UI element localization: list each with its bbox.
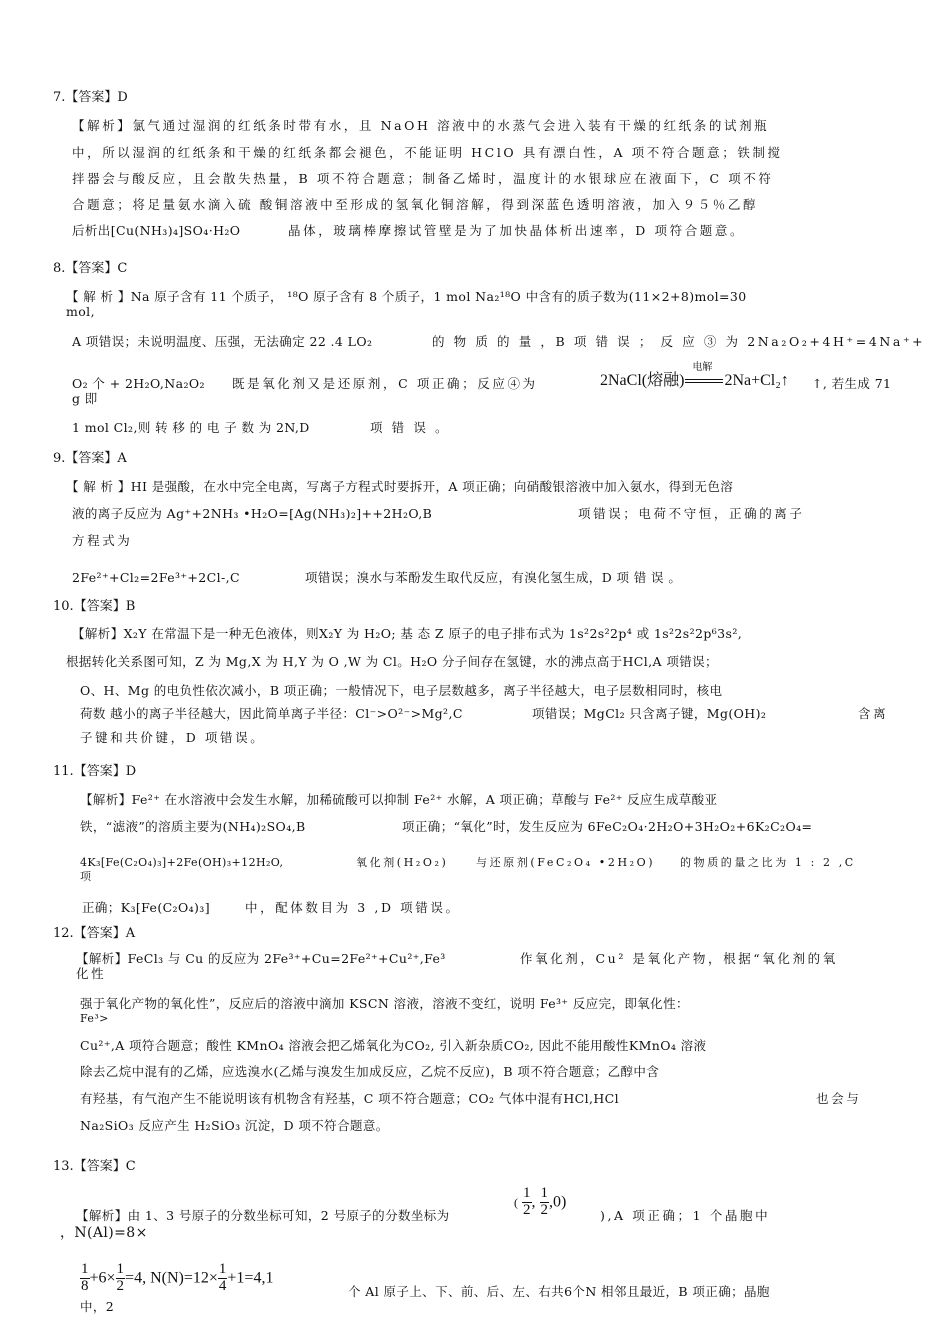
item-9-explanation-line: 方程式为 (72, 533, 133, 548)
item-8-explanation-line: 【 解 析 】Na 原子含有 11 个质子， ¹⁸O 原子含有 8 个质子，1 mol Na₂¹⁸O 中含有的质子数为(11×2+8)mol=30 (66, 289, 747, 304)
item-11-explanation-line: 项正确；“氧化”时，发生反应为 6FeC₂O₄·2H₂O+3H₂O₂+6K₂C₂O₄= (402, 819, 813, 834)
item-7-answer: 7.【答案】D (53, 90, 128, 105)
item-8-explanation-line: 既是氧化剂又是还原剂，C 项正确；反应④为 (232, 376, 538, 391)
item-7-explanation-line: 后析出[Cu(NH₃)₄]SO₄·H₂O (72, 223, 241, 238)
item-12-explanation-line: 有羟基，有气泡产生不能说明该有机物含有羟基，C 项不符合题意；CO₂ 气体中混有HCl,HCl (80, 1091, 620, 1106)
item-11-explanation-line: 与还原剂(FeC₂O₄ •2H₂O) (476, 856, 656, 869)
item-11-explanation-line: 【解析】Fe²⁺ 在水溶液中会发生水解，加稀硫酸可以抑制 Fe²⁺ 水解，A 项正确；草酸与 Fe²⁺ 反应生成草酸亚 (80, 792, 718, 807)
item-10-explanation-line: O、H、Mg 的电负性依次减小，B 项正确；一般情况下，电子层数越多，离子半径越大，电子层数相同时，核电 (80, 683, 723, 698)
item-11-explanation-line: 的物质的量之比为 1 : 2 ,C (680, 856, 856, 869)
item-12-explanation-line: 除去乙烷中混有的乙烯，应选溴水(乙烯与溴发生加成反应，乙烷不反应)，B 项不符合题意；乙醇中含 (80, 1064, 660, 1079)
item-12-explanation-line: Cu²⁺,A 项符合题意；酸性 KMnO₄ 溶液会把乙烯氧化为CO₂, 引入新杂质CO₂, 因此不能用酸性KMnO₄ 溶液 (80, 1038, 707, 1053)
item-12-explanation-line: Na₂SiO₃ 反应产生 H₂SiO₃ 沉淀，D 项不符合题意。 (80, 1118, 389, 1133)
item-12-explanation-line: 化性 (76, 966, 107, 981)
item-11-answer: 11.【答案】D (53, 764, 137, 779)
item-9-explanation-line: 2Fe²⁺+Cl₂=2Fe³⁺+2Cl-,C (72, 570, 240, 585)
item-10-explanation-line: 含离 (858, 706, 889, 721)
item-13-explanation-line: 【解析】由 1、3 号原子的分数坐标可知，2 号原子的分数坐标为 (76, 1208, 450, 1223)
item-12-answer: 12.【答案】A (53, 926, 136, 941)
item-13-explanation-line: 个 Al 原子上、下、前、后、左、右共6个N 相邻且最近，B 项正确；晶胞 (348, 1284, 770, 1299)
item-11-explanation-line: 铁，“滤液”的溶质主要为(NH₄)₂SO₄,B (80, 819, 306, 834)
item-10-explanation-line: 项错误；MgCl₂ 只含离子键，Mg(OH)₂ (532, 706, 767, 721)
item-9-answer: 9.【答案】A (53, 451, 127, 466)
item-11-explanation-line: 氧化剂(H₂O₂) (356, 856, 449, 869)
item-8-answer: 8.【答案】C (53, 261, 128, 276)
item-9-explanation-line: 液的离子反应为 Ag⁺+2NH₃ •H₂O=[Ag(NH₃)₂]++2H₂O,B (72, 506, 433, 521)
item-8-explanation-line: 1 mol Cl₂,则 转 移 的 电 子 数 为 2N,D (72, 420, 310, 435)
item-9-explanation-line: 项错误；电荷不守恒，正确的离子 (578, 506, 805, 521)
item-9-explanation-line: 项错误；溴水与苯酚发生取代反应，有溴化氢生成，D 项 错 误 。 (305, 570, 682, 585)
atom-count-equation: $\frac{1}{8}$ +6× $\frac{1}{2}$ =4, N(N)=12× $\frac{1}{4}$ +1=4,1 (81, 1261, 274, 1294)
item-13-explanation-line: ，N(Al)=8× (60, 1225, 148, 1241)
item-12-explanation-line: 作氧化剂，Cu² 是氧化产物，根据“氧化剂的氧 (520, 951, 838, 966)
item-7-explanation-line: 晶体，玻璃棒摩擦试管壁是为了加快晶体析出速率，D 项符合题意。 (288, 223, 746, 238)
item-11-explanation-line: 正确；K₃[Fe(C₂O₄)₃] (82, 900, 210, 915)
item-8-explanation-line: g 即 (72, 391, 98, 406)
item-7-explanation-line: 中，所以湿润的红纸条和干燥的红纸条都会褪色，不能证明 HClO 具有漂白性，A 项不符合题意；铁制搅 (72, 145, 783, 160)
item-11-explanation-line: 中，配体数目为 3 ,D 项错误。 (245, 900, 461, 915)
item-10-explanation-line: 子键和共价键，D 项错误。 (80, 730, 266, 745)
item-7-explanation-line: 【解析】氯气通过湿润的红纸条时带有水，且 NaOH 溶液中的水蒸气会进入装有干燥的红纸条的试剂瓶 (72, 118, 770, 133)
item-10-answer: 10.【答案】B (53, 599, 136, 614)
item-11-explanation-line: 4K₃[Fe(C₂O₄)₃]+2Fe(OH)₃+12H₂O, (80, 856, 284, 869)
item-12-explanation-line: 【解析】FeCl₃ 与 Cu 的反应为 2Fe³⁺+Cu=2Fe²⁺+Cu²⁺,Fe³ (76, 951, 446, 966)
item-8-explanation-line: 项 错 误 。 (370, 420, 451, 435)
item-12-explanation-line: 强于氧化产物的氧化性”，反应后的溶液中滴加 KSCN 溶液，溶液不变红，说明 Fe³⁺ 反应完，即氧化性： (80, 996, 689, 1011)
item-8-explanation-line: 的 物 质 的 量 ，B 项 错 误 ； 反 应 ③ 为 2Na₂O₂+4H⁺=4Na⁺+ (432, 334, 926, 349)
item-11-explanation-line: 项 (80, 870, 92, 883)
item-13-explanation-line: 中，2 (80, 1299, 115, 1314)
item-13-answer: 13.【答案】C (53, 1159, 136, 1174)
item-12-explanation-line: 也会与 (816, 1091, 862, 1106)
electrolysis-equation: 2NaCl(熔融) 电解 2Na+Cl₂↑ (600, 362, 789, 389)
item-13-explanation-line: ),A 项正确；1 个晶胞中 (600, 1208, 771, 1223)
item-8-explanation-line: A 项错误；未说明温度、压强，无法确定 22 .4 LO₂ (72, 334, 373, 349)
item-8-explanation-line: ↑, 若生成 71 (812, 376, 892, 391)
item-7-explanation-line: 合题意；将足量氨水滴入硫 酸铜溶液中至形成的氢氧化铜溶解，得到深蓝色透明溶液，加入９５％乙醇 (72, 197, 759, 212)
item-12-explanation-line: Fe³> (80, 1012, 109, 1025)
item-10-explanation-line: 荷数 越小的离子半径越大，因此简单离子半径：Cl⁻>O²⁻>Mg²,C (80, 706, 463, 721)
item-8-explanation-line: O₂ 个 + 2H₂O,Na₂O₂ (72, 376, 205, 391)
item-7-explanation-line: 拌器会与酸反应，且会散失热量，B 项不符合题意；制备乙烯时，温度计的水银球应在液面下，C 项不符 (72, 171, 774, 186)
item-10-explanation-line: 根据转化关系图可知，Z 为 Mg,X 为 H,Y 为 O ,W 为 Cl。H₂O 分子间存在氢键，水的沸点高于HCl,A 项错误； (66, 654, 718, 669)
item-8-explanation-line: mol, (66, 304, 95, 319)
item-9-explanation-line: 【 解 析 】HI 是强酸，在水中完全电离，写离子方程式时要拆开，A 项正确；向硝酸银溶液中加入氨水，得到无色溶 (66, 479, 734, 494)
fractional-coordinate: ( $\frac{1}{2}$ , $\frac{1}{2}$ ,0) (514, 1185, 567, 1218)
item-10-explanation-line: 【解析】X₂Y 在常温下是一种无色液体，则X₂Y 为 H₂O; 基 态 Z 原子的电子排布式为 1s²2s²2p⁴ 或 1s²2s²2p⁶3s², (72, 626, 743, 641)
